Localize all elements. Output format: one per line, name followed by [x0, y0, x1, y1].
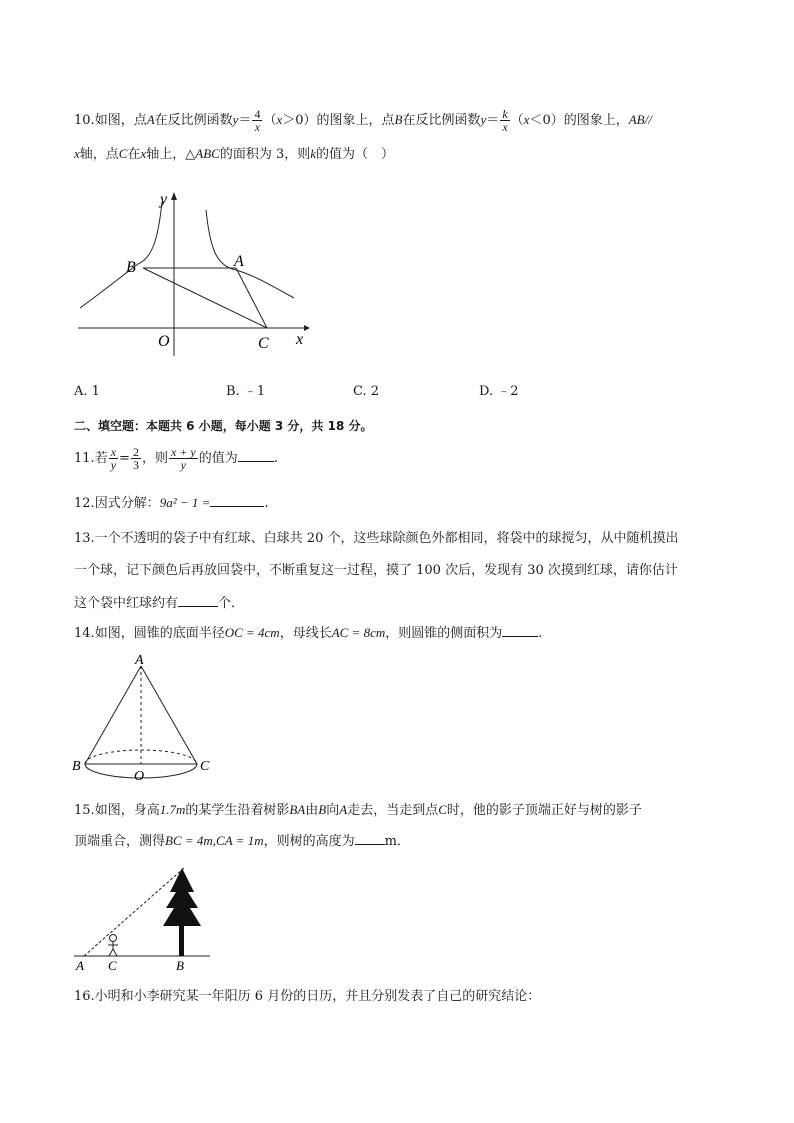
q10-line1 [74, 108, 652, 133]
q11-text: . [273, 451, 278, 466]
curve-right-branch [206, 210, 294, 298]
q14-expression: OC = 4cm [224, 625, 280, 640]
q10-var: B [394, 112, 403, 127]
q15-answer-blank[interactable] [355, 832, 385, 845]
q13-line3 [74, 594, 244, 613]
segment-ac [236, 268, 267, 328]
q10-text: 如图，点 [94, 113, 147, 128]
q15-text: 如图，身高 [94, 803, 160, 818]
q15-text: 顶端重合，测得 [74, 834, 166, 849]
q10-fraction-1 [252, 108, 262, 133]
q14-figure [70, 652, 220, 784]
q10-var: y [232, 112, 239, 127]
q11-text: ，则 [141, 451, 168, 466]
q12-expression: 9a² − 1 = [159, 495, 211, 510]
q14-text: . [538, 626, 543, 641]
label-c: C [200, 759, 210, 774]
label-b: B [176, 958, 184, 973]
fraction-denominator: 3 [132, 458, 139, 472]
q15-var: BA [289, 802, 306, 817]
q16-line: 16.小明和小李研究某一年阳历 6 月份的日历，并且分别发表了自己的研究结论： [74, 989, 541, 1004]
q10-text: 在反比例函数 [402, 113, 481, 128]
q15-var: B [318, 802, 327, 817]
q15-line1 [74, 801, 642, 820]
q11-text: = [119, 451, 130, 466]
q11-fraction-2 [131, 446, 141, 471]
q10-text: 在 [127, 147, 141, 162]
label-b: B [72, 759, 81, 774]
q15-text: 向 [326, 803, 340, 818]
q10-text: 轴，点 [79, 147, 119, 162]
label-c: C [258, 335, 269, 352]
q14-text: ，则圆锥的侧面积为 [385, 626, 503, 641]
fraction-denominator: x [254, 120, 261, 134]
q12-text: 因式分解： [94, 496, 160, 511]
q10-var: x [140, 146, 147, 161]
q13-text: 这个袋中红球约有 [74, 596, 179, 611]
q15-expression: 1.7m [159, 802, 186, 817]
fraction-numerator: x [110, 445, 117, 459]
q12-line [74, 494, 269, 513]
q11-fraction-3 [169, 446, 198, 471]
fraction-numerator: 2 [132, 445, 139, 459]
q10-var: ABC [195, 146, 220, 161]
q15-number: 15. [74, 803, 95, 818]
cone-side-left [85, 666, 141, 764]
q15-text: 时，他的影子顶端正好与树的影子 [446, 803, 642, 818]
y-axis-arrow [171, 192, 177, 200]
q10-option-b: B. ﹣1 [226, 384, 266, 399]
label-o: O [134, 769, 145, 784]
q15-text: 走去，当走到点 [347, 803, 439, 818]
q10-option-a: A. 1 [74, 384, 100, 399]
q10-text: 的值为（ ） [316, 147, 395, 162]
q13-line2: 一个球，记下颜色后再放回袋中，不断重复这一过程，摸了 100 次后，发现有 30 次摸到红球，请你估计 [74, 563, 678, 578]
q10-line2 [74, 145, 394, 164]
fraction-numerator: 4 [254, 107, 261, 121]
q10-text: 在反比例函数 [154, 113, 233, 128]
label-b: B [126, 259, 136, 276]
q10-var: x [276, 112, 283, 127]
q10-var: x [523, 112, 530, 127]
q14-text: ，母线长 [279, 626, 332, 641]
q14-line [74, 624, 542, 643]
q10-text: 轴上，△ [146, 147, 196, 162]
label-a: A [135, 653, 144, 668]
label-a: A [76, 958, 84, 973]
fraction-numerator: k [502, 107, 508, 121]
person-icon [108, 935, 118, 957]
q10-var: C [118, 146, 128, 161]
section-2-heading: 二、填空题：本题共 6 小题，每小题 3 分，共 18 分。 [74, 419, 373, 433]
q15-var: C [438, 802, 447, 817]
q15-text: 的某学生沿着树影 [185, 803, 290, 818]
q10-var: k [310, 146, 317, 161]
q10-fraction-2 [500, 108, 509, 133]
q10-parallel: // [644, 112, 652, 127]
q15-text: ，则树的高度为 [263, 834, 355, 849]
q10-number: 10. [74, 113, 95, 128]
q14-number: 14. [74, 626, 95, 641]
label-x: x [296, 331, 304, 348]
q14-answer-blank[interactable] [502, 624, 538, 637]
curve-left-branch [80, 202, 162, 308]
q11-answer-blank[interactable] [238, 449, 274, 462]
label-o: O [158, 333, 170, 350]
label-y: y [160, 191, 168, 208]
q15-line2 [74, 832, 410, 851]
q10-text: ＝ [486, 113, 500, 128]
q10-var: y [480, 112, 487, 127]
q12-number: 12. [74, 496, 95, 511]
q11-text: 若 [94, 451, 108, 466]
q13-text: 个． [218, 596, 245, 611]
q14-expression: AC = 8cm [331, 625, 386, 640]
q10-text: （ [263, 113, 277, 128]
shadow-ray [84, 868, 184, 956]
fraction-denominator: y [110, 458, 117, 472]
q10-figure [76, 188, 316, 360]
q12-answer-blank[interactable] [210, 494, 264, 507]
q15-text: m． [384, 834, 410, 849]
fraction-denominator: y [180, 458, 186, 472]
q11-number: 11. [74, 451, 95, 466]
q10-text: 的面积为 3，则 [219, 147, 311, 162]
q11-text: 的值为 [198, 451, 238, 466]
q10-option-d: D. ﹣2 [479, 384, 519, 399]
x-axis-arrow [304, 325, 310, 331]
q12-text: . [264, 496, 269, 511]
fraction-denominator: x [502, 120, 508, 134]
q10-text: ＜0）的图象上， [529, 113, 629, 128]
q14-text: 如图，圆锥的底面半径 [94, 626, 225, 641]
q10-option-c: C. 2 [353, 384, 380, 399]
q10-var: x [74, 146, 80, 161]
q15-text: 由 [305, 803, 319, 818]
label-a: A [234, 253, 244, 270]
fraction-numerator: x + y [170, 445, 196, 459]
q15-figure [70, 862, 220, 974]
q15-expression: BC = 4m,CA = 1m [165, 833, 264, 848]
q15-var: A [339, 802, 348, 817]
q13-line1: 13.一个不透明的袋子中有红球、白球共 20 个，这些球除颜色外都相同，将袋中的球搅匀，从中随机摸出 [74, 531, 679, 546]
q10-text: （ [510, 113, 524, 128]
q13-answer-blank[interactable] [178, 594, 218, 607]
q11-line [74, 446, 278, 471]
cone-side-right [141, 666, 197, 764]
q10-text: ＞0）的图象上，点 [282, 113, 395, 128]
segment-bc [143, 268, 267, 328]
q10-text: ＝ [238, 113, 252, 128]
q10-var: AB [628, 112, 645, 127]
q11-fraction-1 [109, 446, 118, 471]
tree-icon [163, 868, 201, 956]
label-c: C [108, 958, 117, 973]
q10-var: A [146, 112, 155, 127]
